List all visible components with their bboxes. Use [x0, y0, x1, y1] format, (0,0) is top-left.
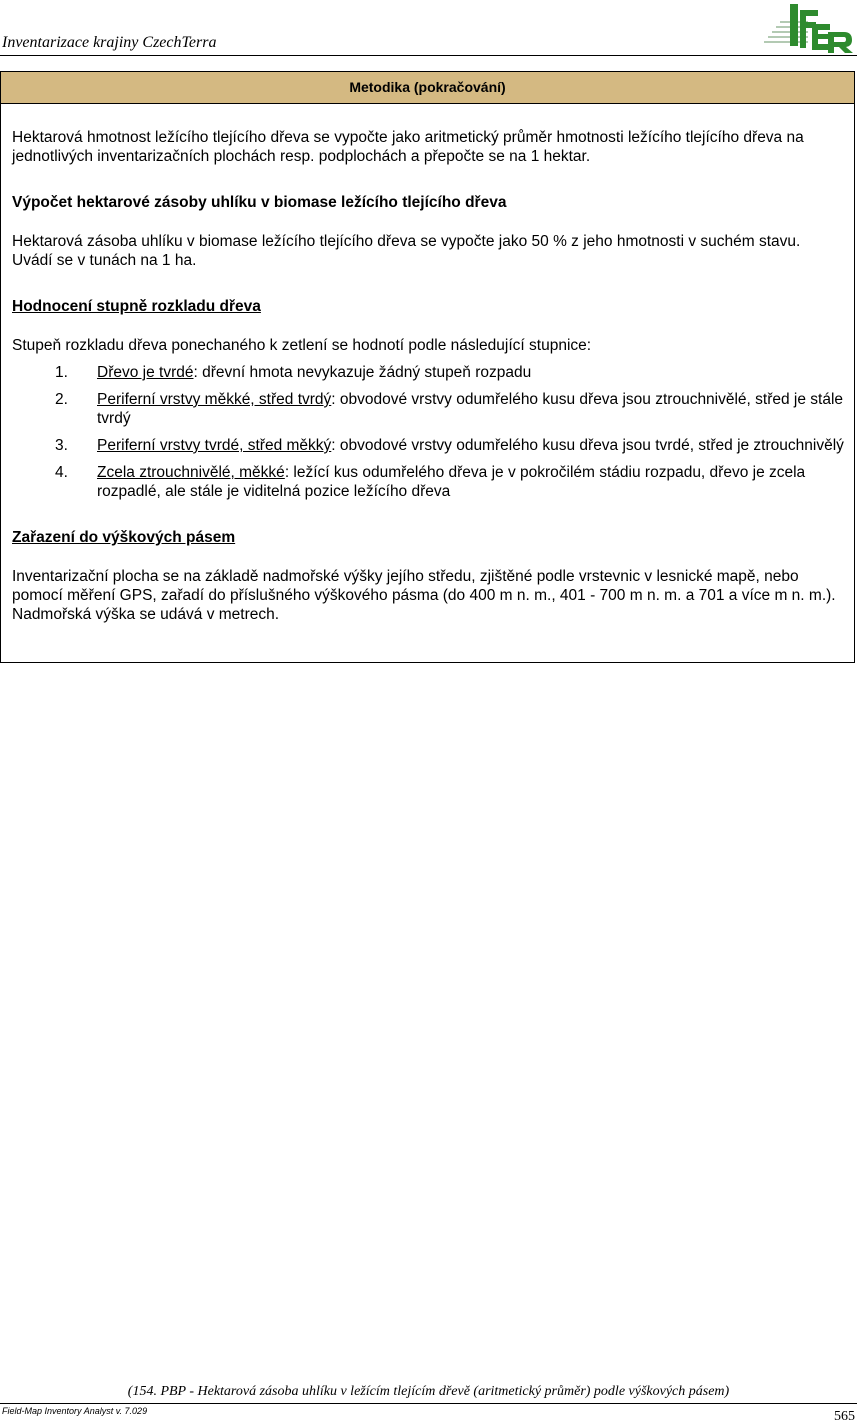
decay-description: : obvodové vrstvy odumřelého kusu dřeva jsou tvrdé, střed je ztrouchnivělý [331, 437, 844, 454]
decay-scale-item [12, 363, 844, 382]
logo-letter-e [812, 24, 830, 50]
list-number: 2. [55, 391, 68, 408]
decay-description: : dřevní hmota nevykazuje žádný stupeň rozpadu [193, 364, 532, 381]
logo-letter-i [790, 4, 798, 46]
footer-rule [0, 1403, 857, 1404]
decay-scale-list [12, 363, 844, 501]
decay-term: Dřevo je tvrdé [97, 364, 194, 381]
methodology-box [0, 71, 855, 663]
page-number: 565 [834, 1409, 855, 1424]
figure-caption: (154. PBP - Hektarová zásoba uhlíku v ležícím tlejícím dřevě (aritmetický průměr) podle výškových pásem) [127, 1384, 730, 1399]
decay-term: Periferní vrstvy tvrdé, střed měkký [97, 437, 332, 454]
list-number: 3. [55, 437, 68, 454]
heading-decay-degree: Hodnocení stupně rozkladu dřeva [12, 298, 261, 315]
decay-scale-item [12, 463, 844, 501]
decay-term: Periferní vrstvy měkké, střed tvrdý [97, 391, 332, 408]
document-header-title: Inventarizace krajiny CzechTerra [2, 34, 217, 51]
decay-description: : ležící kus odumřelého dřeva je v pokročilém stádiu rozpadu, dřevo je zcela rozpadlé, ale stále je viditelná pozice ležícího dřeva [97, 464, 806, 500]
decay-scale-item [12, 436, 844, 455]
paragraph-carbon-stock: Hektarová zásoba uhlíku v biomase ležícího tlejícího dřeva se vypočte jako 50 % z jeho hmotnosti v suchém stavu. Uvádí se v tunách na 1 ha. [12, 233, 801, 269]
decay-term: Zcela ztrouchnivělé, měkké [97, 464, 285, 481]
header-rule [0, 55, 857, 56]
paragraph-altitude-zones: Inventarizační plocha se na základě nadmořské výšky jejího středu, zjištěné podle vrstevnic v lesnické mapě, nebo pomocí měření GPS, zařadí do příslušného výškového pásma (do 400 m n. m., 401 - 700 m n. m. a 701 a více m n. m.). Nadmořská výška se udává v metrech. [12, 568, 836, 623]
ifer-logo [760, 2, 854, 54]
heading-carbon-stock: Výpočet hektarové zásoby uhlíku v biomase ležícího tlejícího dřeva [12, 194, 507, 211]
paragraph-hectare-weight: Hektarová hmotnost ležícího tlejícího dřeva se vypočte jako aritmetický průměr hmotnosti ležícího tlejícího dřeva na jednotlivých inventarizačních plochách resp. podplochách a přepočte se na 1 hektar. [12, 129, 804, 165]
methodology-content [1, 104, 854, 624]
paragraph-decay-scale-intro: Stupeň rozkladu dřeva ponechaného k zetlení se hodnotí podle následující stupnice: [12, 337, 592, 354]
section-title: Metodika (pokračování) [1, 72, 854, 104]
software-version: Field-Map Inventory Analyst v. 7.029 [2, 1406, 148, 1416]
logo-letter-r [828, 32, 853, 53]
decay-scale-item [12, 390, 844, 428]
decay-description: : obvodové vrstvy odumřelého kusu dřeva jsou ztrouchnivělé, střed je stále tvrdý [97, 391, 844, 427]
heading-altitude-zones: Zařazení do výškových pásem [12, 529, 236, 546]
list-number: 4. [55, 464, 68, 481]
list-number: 1. [55, 364, 68, 381]
